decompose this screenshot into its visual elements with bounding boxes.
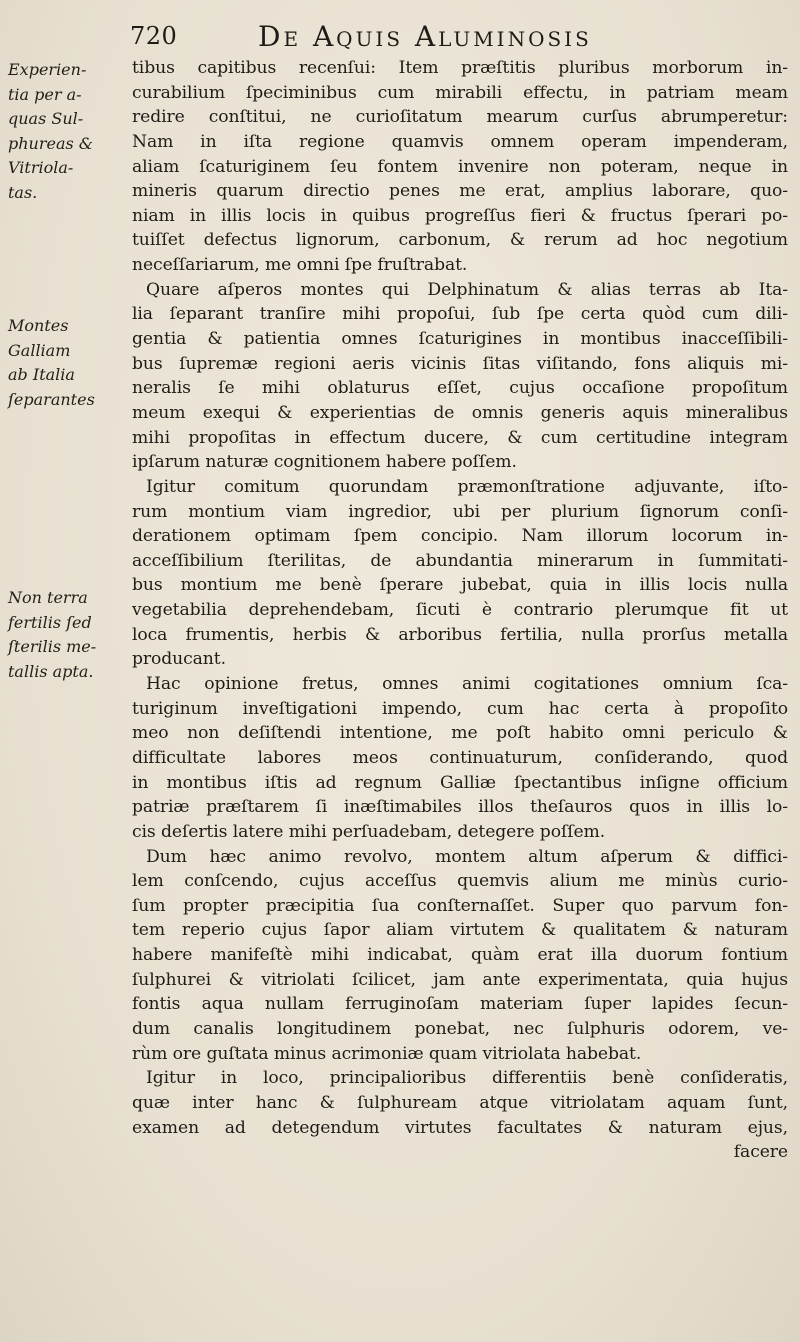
text-line: neralis ſe mihi oblaturus eſſet, cujus occaſione propoſitum	[132, 378, 788, 399]
text-line: gentia & patientia omnes ſcaturigines in montibus inacceſſibili-	[132, 329, 788, 350]
text-line: niam in illis locis in quibus progreſſus fieri & fructus ſperari po-	[132, 205, 788, 226]
text-line: dum canalis longitudinem ponebat, nec ſulphuris odorem, ve-	[132, 1018, 788, 1039]
margin-note-line: Montes	[8, 316, 69, 335]
margin-note-line: Non terra	[8, 588, 88, 607]
page-number: 720	[130, 22, 178, 50]
text-line: turiginum inveſtigationi impendo, cum hac certa à propoſito	[132, 698, 788, 719]
margin-note	[8, 58, 126, 206]
text-line: rum montium viam ingredior, ubi per plurium ſignorum conſi-	[132, 501, 788, 522]
text-line: tem reperio cujus ſapor aliam virtutem & qualitatem & naturam	[132, 920, 788, 941]
margin-note-line: Galliam	[8, 340, 71, 360]
margin-note-line: tallis apta.	[8, 661, 94, 681]
text-line: redire conſtitui, ne curioſitatum mearum curſus abrumperetur:	[132, 107, 788, 128]
text-line: acceſſibilium ſterilitas, de abundantia minerarum in ſummitati-	[132, 550, 788, 571]
margin-note-line: tia per a-	[8, 84, 82, 104]
text-line: ipſarum naturæ cognitionem habere poſſem.	[132, 452, 517, 473]
margin-note-line: Experien-	[8, 60, 87, 79]
body-text	[132, 56, 788, 1165]
text-line: Nam in iſta regione quamvis omnem operam impenderam,	[132, 131, 788, 152]
margin-note-line: Vitriola-	[8, 158, 74, 178]
text-line: Quare aſperos montes qui Delphinatum & alias terras ab Ita-	[146, 279, 788, 300]
page-header	[130, 20, 750, 56]
margin-note	[8, 314, 126, 412]
text-line: Hac opinione fretus, omnes animi cogitationes omnium ſca-	[146, 674, 788, 695]
text-line: tuiſſet defectus lignorum, carbonum, & rerum ad hoc negotium	[132, 230, 788, 251]
text-line: bus montium me benè ſperare jubebat, quia in illis locis nulla	[132, 575, 788, 596]
margin-note-line: ab Italia	[8, 365, 75, 385]
margin-note-line: fertilis ſed	[8, 612, 92, 632]
margin-note-line: quas Sul-	[8, 109, 84, 129]
text-line: patriæ præſtarem ſi inæſtimabiles illos theſauros quos in illis lo-	[132, 797, 788, 818]
margin-note-line: ſeparantes	[8, 389, 95, 409]
text-line: curabilium ſpeciminibus cum mirabili effectu, in patriam meam	[132, 82, 788, 103]
text-line: rùm ore guſtata minus acrimoniæ quam vitriolata habebat.	[132, 1043, 642, 1064]
text-line: mihi propoſitas in effectum ducere, & cum certitudine integram	[132, 427, 788, 448]
margin-note-line: ſterilis me-	[8, 637, 97, 657]
catchword: facere	[733, 1142, 788, 1163]
text-line: neceſſariarum, me omni ſpe fruſtrabat.	[132, 255, 468, 276]
text-line: Igitur comitum quorundam præmonſtratione adjuvante, iſto-	[146, 476, 788, 497]
text-line: examen ad detegendum virtutes facultates & naturam ejus,	[132, 1117, 788, 1138]
text-line: mineris quarum directio penes me erat, amplius laborare, quo-	[132, 181, 788, 202]
text-line: difficultate labores meos continuaturum, conſiderando, quod	[132, 747, 788, 768]
text-line: habere manifeſtè mihi indicabat, quàm erat illa duorum fontium	[132, 945, 788, 966]
margin-note-line: phureas &	[8, 133, 94, 153]
margin-note	[8, 586, 126, 684]
text-line: vegetabilia deprehendebam, ſicuti è contrario plerumque fit ut	[132, 600, 788, 621]
text-line: derationem optimam ſpem concipio. Nam illorum locorum in-	[132, 526, 788, 547]
text-line: meum exequi & experientias de omnis generis aquis mineralibus	[132, 402, 788, 423]
text-line: loca frumentis, herbis & arboribus fertilia, nulla prorſus metalla	[132, 624, 788, 645]
running-head: De Aquis Aluminosis	[258, 20, 592, 53]
text-line: Igitur in loco, principalioribus differentiis benè conſideratis,	[146, 1068, 788, 1089]
margin-note-line: tas.	[8, 182, 38, 202]
text-line: quæ inter hanc & ſulphuream atque vitriolatam aquam ſunt,	[132, 1092, 788, 1113]
text-line: ſum propter præcipitia ſua conſternaſſet. Super quo parvum fon-	[132, 895, 788, 916]
text-line: meo non deſiſtendi intentione, me poſt habito omni periculo &	[132, 723, 788, 744]
text-line: tibus capitibus recenſui: Item præſtitis pluribus morborum in-	[132, 58, 788, 78]
text-line: fontis aqua nullam ferruginoſam materiam ſuper lapides ſecun-	[132, 994, 788, 1015]
text-line: bus ſupremæ regioni aeris vicinis ſitas viſitando, fons aliquis mi-	[132, 353, 788, 374]
text-line: lia ſeparant tranſire mihi propoſui, ſub ſpe certa quòd cum dili-	[132, 304, 788, 325]
text-line: producant.	[132, 649, 226, 670]
text-line: cis deſertis latere mihi perſuadebam, detegere poſſem.	[132, 821, 606, 842]
text-line: lem conſcendo, cujus acceſſus quemvis alium me minùs curio-	[132, 871, 788, 892]
text-line: aliam ſcaturiginem ſeu fontem invenire non poteram, neque in	[132, 156, 788, 177]
text-line: in montibus iſtis ad regnum Galliæ ſpectantibus inſigne officium	[132, 772, 788, 793]
text-line: Dum hæc animo revolvo, montem altum aſperum & diffici-	[146, 846, 788, 867]
text-line: ſulphurei & vitriolati ſcilicet, jam ante experimentata, quia hujus	[132, 969, 788, 990]
